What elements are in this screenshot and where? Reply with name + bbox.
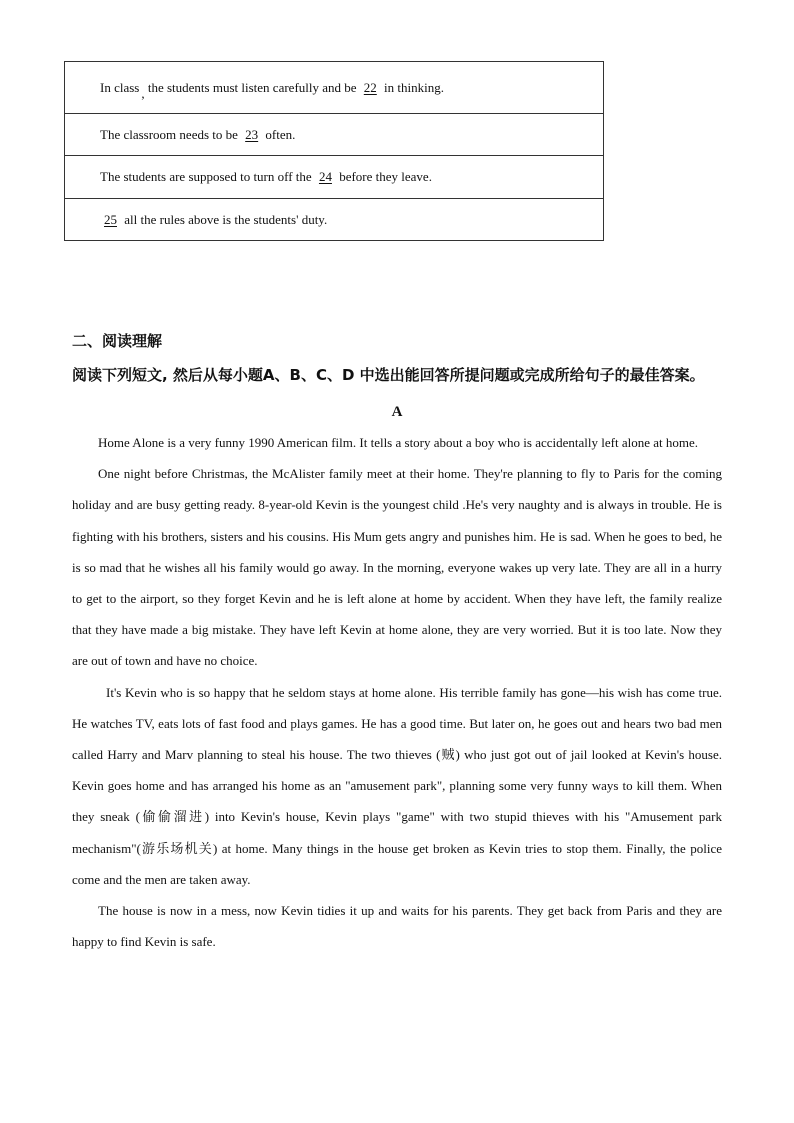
row-text-after: before they leave. (335, 169, 432, 184)
table-row (65, 156, 604, 199)
table-cell (65, 114, 604, 156)
section-instructions: 阅读下列短文, 然后从每小题A、B、C、D 中选出能回答所提问题或完成所给句子的最佳答案。 (72, 366, 705, 384)
blank-22: 22 (363, 79, 377, 95)
row-text-before: The classroom needs to be (100, 126, 242, 142)
blank-25: 25 (104, 211, 117, 227)
table-cell (65, 62, 604, 114)
row-text-after: often. (262, 126, 296, 142)
table-cell (65, 199, 604, 241)
passage-paragraph: Home Alone is a very funny 1990 American film. It tells a story about a boy who is accidentally left alone at home. (98, 435, 699, 450)
row-text-after: all the rules above is the students' duty. (121, 211, 328, 227)
section-title: 二、阅读理解 (72, 332, 163, 350)
blank-24: 24 (318, 169, 332, 184)
table-row (65, 199, 604, 241)
table-cell (65, 156, 604, 199)
row-comma: , (141, 85, 145, 101)
table-row (65, 62, 604, 114)
passage-paragraph: The house is now in a mess, now Kevin tidies it up and waits for his parents. They get back from Paris and they are happy to find Kevin is safe. (72, 903, 722, 950)
reading-section (72, 330, 722, 957)
row-text-before: In class (100, 79, 140, 95)
row-text-before: The students are supposed to turn off the (100, 169, 315, 184)
rules-table (64, 61, 604, 241)
row-text-after: in thinking. (380, 79, 444, 95)
row-text-mid: the students must listen carefully and be (144, 79, 360, 95)
blank-23: 23 (245, 126, 259, 142)
passage-body (72, 427, 722, 957)
passage-paragraph: One night before Christmas, the McAlister family meet at their home. They're planning to fly to Paris for the coming holiday and are busy getting ready. 8-year-old Kevin is the youngest child .He's very naughty and is always in trouble. He is fighting with his brothers, sisters and his cousins. His Mum gets angry and punishes him. He is sad. When he goes to bed, he is so mad that he wishes all his family would go away. In the morning, everyone wakes up very late. They are all in a hurry to get to the airport, so they forget Kevin and he is left alone at home by accident. When they have left, the family realize that they have made a big mistake. They have left Kevin at home alone, they are very worried. But it is too late. Now they are out of town and have no choice. (72, 466, 722, 669)
passage-paragraph: It's Kevin who is so happy that he seldom stays at home alone. His terrible family has gone—his wish has come true. He watches TV, eats lots of fast food and plays games. He has a good time. But later on, he goes out and hears two bad men called Harry and Marv planning to steal his house. The two thieves (贼) who just got out of jail looked at Kevin's house. Kevin goes home and has arranged his home as an "amusement park", planning some very funny ways to kill them. When they sneak (偷偷溜进) into Kevin's house, Kevin plays "game" with two stupid thieves with his "Amusement park mechanism"(游乐场机关) at home. Many things in the house get broken as Kevin tries to stop them. Finally, the police come and the men are taken away. (72, 684, 722, 887)
table-row (65, 114, 604, 156)
passage-title: A (391, 404, 403, 420)
